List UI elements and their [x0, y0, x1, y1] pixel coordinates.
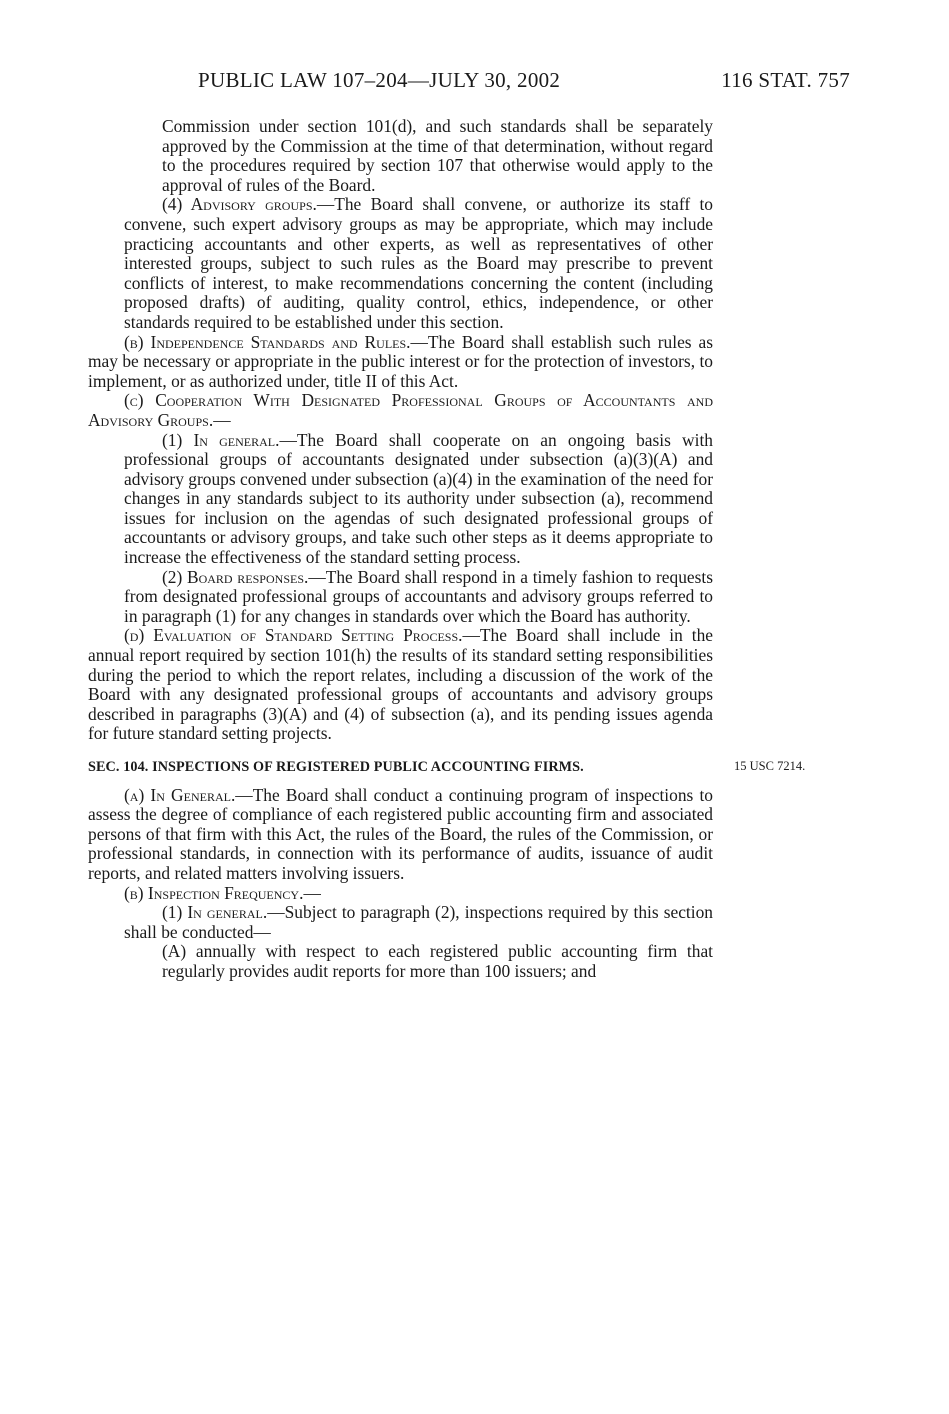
paragraph-heading: (1) In general.	[162, 902, 268, 923]
paragraph-text: —	[303, 882, 321, 903]
paragraph-cooperation-general	[88, 431, 713, 568]
paragraph-text: —The Board shall establish such rules as may be necessary or appropriate in the public interest or for the protection of investors, to implement, or as authorized under, title II of this Act.	[88, 331, 713, 391]
paragraph-heading: (2) Board responses.	[162, 566, 309, 587]
paragraph-text: —The Board shall respond in a timely fashion to requests from designated professional groups of accountants and advisory groups referred to in paragraph (1) for any changes in standards over which the Board has authority.	[124, 566, 713, 626]
running-header	[88, 68, 850, 94]
section-heading-row	[88, 756, 806, 778]
paragraph-heading: (a) In General.	[124, 784, 236, 805]
paragraph-cooperation	[88, 391, 713, 430]
stat-page-number: 116 STAT. 757	[721, 68, 850, 92]
paragraph-text: —	[213, 409, 231, 430]
paragraph-inspections-general	[88, 786, 713, 884]
usc-margin-note: 15 USC 7214.	[734, 759, 806, 773]
paragraph-heading: (c) Cooperation With Designated Professional Groups of Accountants and Advisory Groups.	[88, 390, 713, 430]
paragraph-commission-approval	[88, 117, 713, 195]
paragraph-board-responses	[88, 568, 713, 627]
document-body	[88, 116, 806, 982]
paragraph-heading: (4) Advisory groups.	[162, 194, 317, 215]
paragraph-heading: (d) Evaluation of Standard Setting Process.	[124, 625, 463, 646]
paragraph-inspection-frequency	[88, 884, 713, 904]
paragraph-text: —The Board shall conduct a continuing program of inspections to assess the degree of compliance of each registered public accounting firm and associated persons of that firm with this Act, the rules of the Board, the rules of the Commission, or professional standards, in connection with its performance of audits, issuance of audit reports, and related matters involving issuers.	[88, 784, 713, 883]
paragraph-text: —The Board shall cooperate on an ongoing basis with professional groups of accountants designated under subsection (a)(3)(A) and advisory groups convened under subsection (a)(4) in the examination of the need for changes in any standards subject to its authority under subsection (a), recommend issues for inclusion on the agendas of such designated professional groups of accountants or advisory groups, and take such other steps as it deems appropriate to increase the effectiveness of the standard setting process.	[124, 429, 713, 568]
paragraph-text: —The Board shall convene, or authorize its staff to convene, such expert advisory groups as may be appropriate, which may include practicing accountants and other experts, as well as representatives of other interested groups, subject to such rules as the Board may prescribe to prevent conflicts of interest, to make recommendations concerning the content (including proposed drafts) of auditing, quality control, ethics, independence, or other standards required to be established under this section.	[124, 194, 713, 332]
paragraph-frequency-general	[88, 903, 713, 942]
paragraph-heading: (b) Inspection Frequency.	[124, 882, 304, 903]
paragraph-text: Commission under section 101(d), and such standards shall be separately approved by the Commission at the time of that determination, without regard to the procedures required by section 107 that otherwise would apply to the approval of rules of the Board.	[162, 116, 713, 195]
paragraph-text: —The Board shall include in the annual report required by section 101(h) the results of its standard setting responsibilities during the period to which the report relates, including a discussion of the work of the Board with any designated professional groups of accountants and advisory groups described in paragraphs (3)(A) and (4) of subsection (a), and its pending issues agenda for future standard setting projects.	[88, 625, 713, 744]
paragraph-text: —Subject to paragraph (2), inspections required by this section shall be conducted—	[124, 902, 713, 942]
paragraph-evaluation	[88, 626, 713, 744]
paragraph-annual-inspection	[88, 942, 713, 981]
paragraph-independence-standards	[88, 333, 713, 392]
paragraph-advisory-groups	[88, 195, 713, 332]
paragraph-heading: (b) Independence Standards and Rules.	[124, 331, 411, 352]
paragraph-text: (A) annually with respect to each registered public accounting firm that regularly provides audit reports for more than 100 issuers; and	[162, 941, 713, 981]
public-law-title: PUBLIC LAW 107–204—JULY 30, 2002	[198, 68, 561, 92]
section-104-heading: SEC. 104. INSPECTIONS OF REGISTERED PUBLIC ACCOUNTING FIRMS.	[88, 759, 584, 775]
paragraph-heading: (1) In general.	[162, 429, 280, 450]
